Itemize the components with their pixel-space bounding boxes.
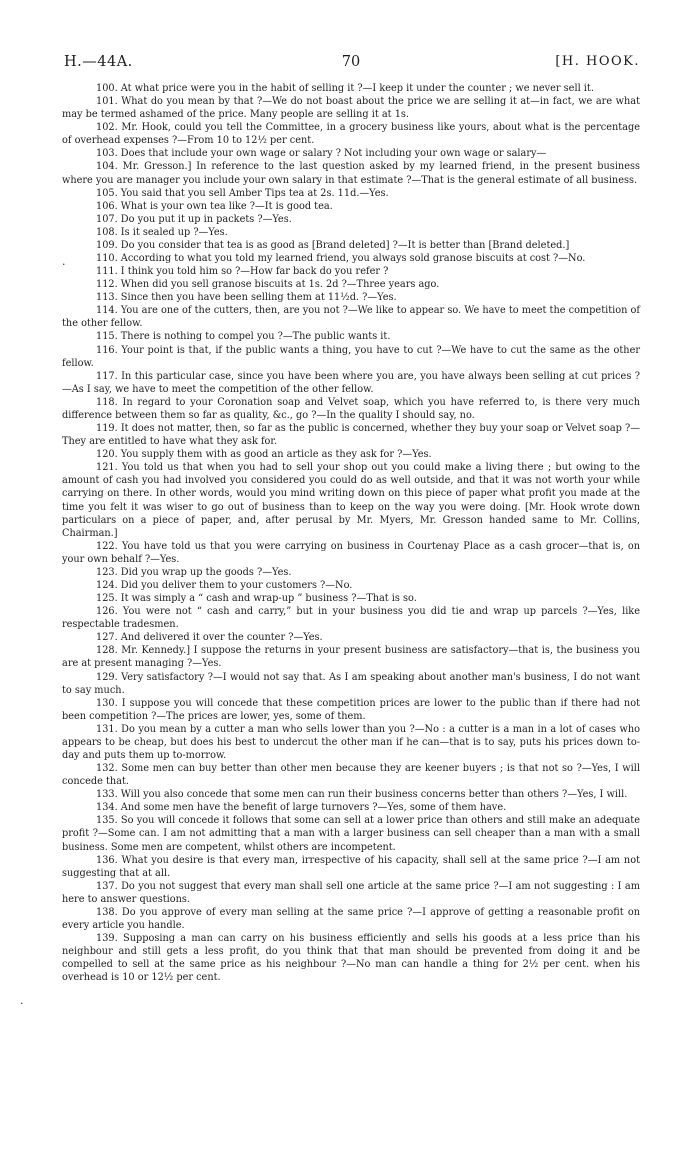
question-paragraph: 124. Did you deliver them to your customers ?—No. [96, 579, 353, 591]
margin-mark: · [62, 258, 66, 271]
question-paragraph: 125. It was simply a “ cash and wrap-up ” business ?—That is so. [96, 593, 417, 605]
question-paragraph: 106. What is your own tea like ?—It is good tea. [96, 200, 333, 212]
question-paragraph: 130. I suppose you will concede that these competition prices are lower to the public than if there had not been competition ?—The prices are lower, yes, some of them. [62, 697, 640, 722]
question-paragraph: 112. When did you sell granose biscuits at 1s. 2d ?—Three years ago. [96, 279, 440, 291]
question-paragraph: 138. Do you approve of every man selling at the same price ?—I approve of getting a reasonable profit on every article you handle. [62, 906, 640, 931]
question-paragraph: 126. You were not “ cash and carry,” but in your business you did tie and wrap up parcels ?—Yes, like respectable tradesmen. [62, 606, 640, 631]
question-paragraph: 100. At what price were you in the habit of selling it ?—I keep it under the counter ; we never sell it. [96, 83, 594, 94]
question-paragraph: 129. Very satisfactory ?—I would not say that. As I am speaking about another man's business, I do not want to say much. [62, 671, 640, 696]
question-paragraph: 139. Supposing a man can carry on his business efficiently and sells his goods at a less price than his neighbour and still gets a less profit, do you think that that man should be prevented from doing it and be compelled to sell at the same price as his neighbour ?—No man can handle a thing for 2½ per cent. when his overhead is 10 or 12½ per cent. [62, 933, 640, 984]
question-paragraph: 116. Your point is that, if the public wants a thing, you have to cut ?—We have to cut the same as the other fellow. [62, 344, 640, 369]
page-header [62, 54, 640, 76]
question-paragraph: 109. Do you consider that tea is as good as [Brand deleted] ?—It is better than [Brand deleted.] [96, 239, 570, 251]
question-paragraph: 119. It does not matter, then, so far as the public is concerned, whether they buy your soap or Velvet soap ?—They are entitled to have what they ask for. [62, 423, 640, 448]
question-paragraph: 115. There is nothing to compel you ?—The public wants it. [96, 331, 391, 343]
question-paragraph: 120. You supply them with as good an article as they ask for ?—Yes. [96, 449, 432, 461]
witness-name: [H. HOOK. [555, 54, 640, 69]
question-paragraph: 127. And delivered it over the counter ?—Yes. [96, 632, 323, 644]
question-paragraph: 110. According to what you told my learned friend, you always sold granose biscuits at cost ?—No. [96, 253, 586, 265]
question-paragraph: 128. Mr. Kennedy.] I suppose the returns in your present business are satisfactory—that is, the business you are at present managing ?—Yes. [62, 645, 640, 670]
question-paragraph: 113. Since then you have been selling them at 11½d. ?—Yes. [96, 292, 397, 304]
question-paragraph: 103. Does that include your own wage or salary ? Not including your own wage or salary— [96, 148, 547, 160]
question-paragraph: 117. In this particular case, since you have been where you are, you have always been selling at cut prices ?—As I say, we have to meet the competition of the other fellow. [62, 370, 640, 395]
question-paragraph: 131. Do you mean by a cutter a man who sells lower than you ?—No : a cutter is a man in a lot of cases who appears to be cheap, but does his best to undercut the other man if he can—that is to say, puts his prices down to-day and puts them up to-morrow. [62, 723, 640, 761]
question-paragraph: 104. Mr. Gresson.] In reference to the last question asked by my learned friend, in the present business where you are manager you include your own salary in that estimate ?—That is the general estimate of all business. [62, 161, 640, 186]
question-paragraph: 122. You have told us that you were carrying on business in Courtenay Place as a cash grocer—that is, on your own behalf ?—Yes. [62, 540, 640, 565]
question-paragraph: 137. Do you not suggest that every man shall sell one article at the same price ?—I am not suggesting : I am here to answer questions. [62, 880, 640, 905]
question-paragraph: 118. In regard to your Coronation soap and Velvet soap, which you have referred to, is there very much difference between them so far as quality, &c., go ?—In the quality I should say, no. [62, 396, 640, 421]
question-paragraph: 135. So you will concede it follows that some can sell at a lower price than others and still make an adequate profit ?—Some can. I am not admitting that a man with a larger business can sell cheaper than a man with a small business. Some men are competent, whilst others are incompetent. [62, 815, 640, 853]
question-paragraph: 121. You told us that when you had to sell your shop out you could make a living there ; but owing to the amount of cash you had involved you considered you could do as well outside, and that it was not worth your while carrying on there. In other words, would you mind writing down on this piece of paper what profit you made at the time you felt it was wiser to go out of business than to keep on the way you were doing. [Mr. Hook wrote down particulars on a piece of paper, and, after perusal by Mr. Myers, Mr. Gresson handed same to Mr. Collins, Chairman.] [62, 462, 640, 539]
page-number: 70 [341, 54, 361, 70]
question-paragraph: 134. And some men have the benefit of large turnovers ?—Yes, some of them have. [96, 802, 507, 814]
question-paragraph: 101. What do you mean by that ?—We do not boast about the price we are selling it at—in fact, we are what may be termed ashamed of the price. Many people are selling it at 1s. [62, 96, 640, 121]
question-paragraph: 107. Do you put it up in packets ?—Yes. [96, 213, 292, 225]
question-paragraph: 132. Some men can buy better than other men because they are keener buyers ; is that not so ?—Yes, I will concede that. [62, 763, 640, 788]
document-reference: H.—44A. [64, 54, 133, 70]
question-paragraph: 123. Did you wrap up the goods ?—Yes. [96, 566, 292, 578]
question-paragraph: 111. I think you told him so ?—How far back do you refer ? [96, 266, 389, 278]
question-paragraph: 102. Mr. Hook, could you tell the Committee, in a grocery business like yours, about what is the percentage of overhead expenses ?—From 10 to 12½ per cent. [62, 122, 640, 147]
question-paragraph: 114. You are one of the cutters, then, are you not ?—We like to appear so. We have to meet the competition of the other fellow. [62, 305, 640, 330]
question-paragraph: 108. Is it sealed up ?—Yes. [96, 226, 228, 238]
question-paragraph: 136. What you desire is that every man, irrespective of his capacity, shall sell at the same price ?—I am not suggesting that at all. [62, 854, 640, 879]
margin-mark: · [20, 997, 24, 1010]
question-paragraph: 133. Will you also concede that some men can run their business concerns better than others ?—Yes, I will. [96, 789, 628, 801]
testimony-body [62, 82, 640, 984]
question-paragraph: 105. You said that you sell Amber Tips tea at 2s. 11d.—Yes. [96, 187, 389, 199]
